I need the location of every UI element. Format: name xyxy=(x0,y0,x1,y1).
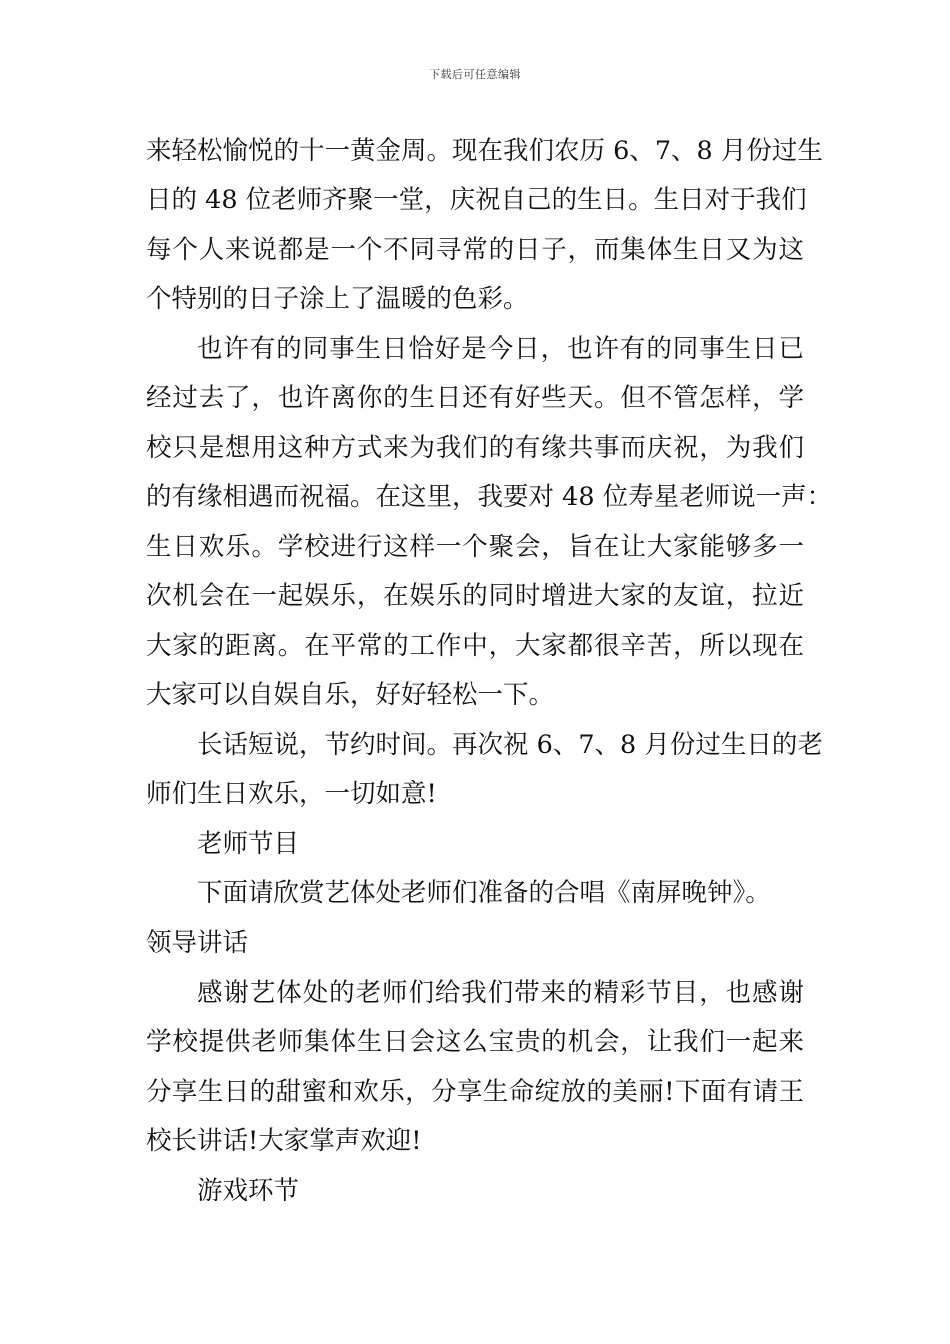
body-line: 大家可以自娱自乐，好好轻松一下。 xyxy=(146,680,555,710)
page-header: 下载后可任意编辑 xyxy=(429,68,521,81)
section-heading: 游戏环节 xyxy=(197,1176,300,1206)
body-line: 次机会在一起娱乐，在娱乐的同时增进大家的友谊，拉近 xyxy=(146,581,804,611)
body-line: 也许有的同事生日恰好是今日，也许有的同事生日已 xyxy=(197,334,804,364)
body-line: 分享生日的甜蜜和欢乐，分享生命绽放的美丽!下面有请王 xyxy=(146,1077,804,1107)
body-line: 个特别的日子涂上了温暖的色彩。 xyxy=(146,284,529,314)
body-line: 学校提供老师集体生日会这么宝贵的机会，让我们一起来 xyxy=(146,1027,804,1057)
body-line: 每个人来说都是一个不同寻常的日子，而集体生日又为这 xyxy=(146,235,804,265)
body-line: 日的 48 位老师齐聚一堂，庆祝自己的生日。生日对于我们 xyxy=(146,185,807,215)
body-line: 经过去了，也许离你的生日还有好些天。但不管怎样，学 xyxy=(146,383,804,413)
body-line: 下面请欣赏艺体处老师们准备的合唱《南屏晚钟》。 xyxy=(197,878,771,908)
body-line: 师们生日欢乐，一切如意! xyxy=(146,779,437,809)
body-line: 校只是想用这种方式来为我们的有缘共事而庆祝，为我们 xyxy=(146,433,804,463)
body-line: 感谢艺体处的老师们给我们带来的精彩节目，也感谢 xyxy=(197,978,804,1008)
section-heading: 老师节目 xyxy=(197,829,300,859)
body-line: 大家的距离。在平常的工作中，大家都很辛苦，所以现在 xyxy=(146,631,804,661)
body-line: 长话短说，节约时间。再次祝 6、7、8 月份过生日的老 xyxy=(197,730,823,760)
body-line: 来轻松愉悦的十一黄金周。现在我们农历 6、7、8 月份过生 xyxy=(146,136,823,166)
section-heading: 领导讲话 xyxy=(146,928,249,958)
body-line: 生日欢乐。学校进行这样一个聚会，旨在让大家能够多一 xyxy=(146,532,804,562)
body-line: 的有缘相遇而祝福。在这里，我要对 48 位寿星老师说一声： xyxy=(146,482,833,512)
body-line: 校长讲话!大家掌声欢迎! xyxy=(146,1126,422,1156)
